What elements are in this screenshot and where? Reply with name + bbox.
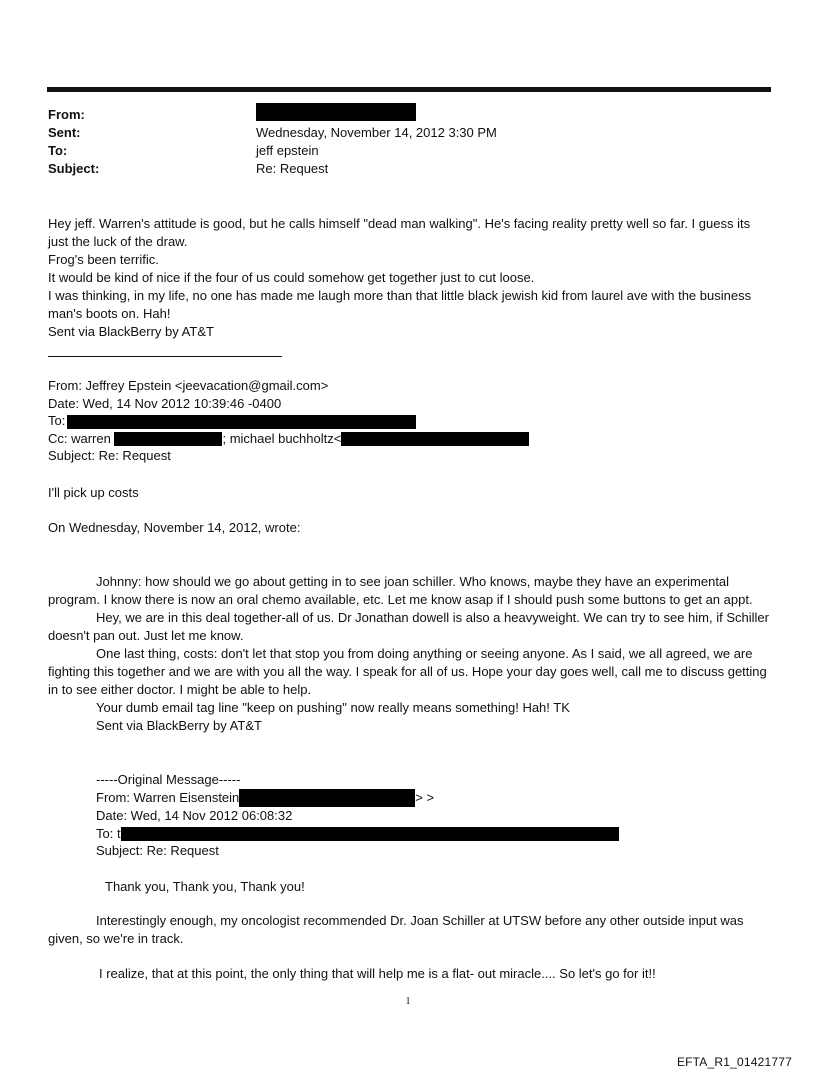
fwd-to (48, 412, 770, 430)
body-line: Hey jeff. Warren's attitude is good, but he calls himself "dead man walking". He's facing reality pretty well so far. I guess its just the luck of the draw. (48, 216, 751, 249)
reply-attribution: On Wednesday, November 14, 2012, wrote: (48, 520, 301, 535)
header-sent-row (48, 124, 768, 142)
header-from-row (48, 106, 768, 124)
fwd-date: Date: Wed, 14 Nov 2012 10:39:46 -0400 (48, 395, 282, 411)
fwd-cc-middle: ; michael buchholtz< (222, 430, 342, 446)
redaction-block (256, 103, 416, 121)
bates-number: EFTA_R1_01421777 (676, 1055, 792, 1069)
tail-paragraph: I realize, that at this point, the only thing that will help me is a flat- out miracle.... So let's go for it!! (99, 966, 656, 981)
fwd-cc-prefix: Cc: warren (48, 430, 115, 446)
body-line: It would be kind of nice if the four of us could somehow get together just to cut loose. (48, 270, 535, 285)
quoted-signature: Sent via BlackBerry by AT&T (96, 718, 262, 733)
tail-thanks: Thank you, Thank you, Thank you! (105, 879, 305, 894)
orig-marker: -----Original Message----- (96, 772, 241, 787)
orig-from-suffix: > > (415, 789, 435, 805)
separator-line (48, 356, 282, 357)
orig-subject: Subject: Re: Request (96, 843, 219, 859)
header-sent-value: Wednesday, November 14, 2012 3:30 PM (256, 125, 497, 140)
orig-from (96, 789, 770, 808)
body-line: I was thinking, in my life, no one has made me laugh more than that little black jewish kid from laurel ave with the business man's boots on. Hah! (48, 288, 752, 321)
fwd-cc (48, 430, 770, 448)
email-header (48, 106, 768, 178)
page-number: 1 (405, 996, 411, 1007)
header-subject-label: Subject: (48, 161, 100, 176)
redaction-block (239, 789, 415, 807)
quoted-paragraph: Johnny: how should we go about getting in to see joan schiller. Who knows, maybe they have an experimental program. I know there is now an oral chemo available, etc. Let me know asap if I should push some buttons to get an appt. (48, 574, 753, 607)
header-rule (47, 87, 771, 92)
header-to-row (48, 142, 768, 160)
quoted-message (48, 573, 770, 735)
header-to-value: jeff epstein (256, 143, 319, 158)
body-signature: Sent via BlackBerry by AT&T (48, 324, 214, 339)
quoted-paragraph: Hey, we are in this deal together-all of us. Dr Jonathan dowell is also a heavyweight. We can try to see him, if Schiller doesn't pan out. Just let me know. (48, 610, 769, 643)
redaction-block (114, 432, 222, 446)
orig-date: Date: Wed, 14 Nov 2012 06:08:32 (96, 808, 293, 824)
fwd-from: From: Jeffrey Epstein <jeevacation@gmail.com> (48, 378, 329, 393)
header-sent-label: Sent: (48, 125, 81, 140)
orig-to-prefix: To: t (96, 825, 121, 841)
forwarded-header (48, 377, 770, 465)
redaction-block (67, 415, 416, 429)
body-line: Frog's been terrific. (48, 252, 159, 267)
header-subject-value: Re: Request (256, 161, 329, 176)
fwd-subject: Subject: Re: Request (48, 448, 171, 463)
original-message-header (96, 771, 770, 860)
redaction-block (121, 827, 619, 841)
orig-from-prefix: From: Warren Eisenstein (96, 789, 240, 805)
header-from-label: From: (48, 107, 85, 122)
tail-paragraph: Interestingly enough, my oncologist recommended Dr. Joan Schiller at UTSW before any other outside input was given, so we're in track. (48, 913, 744, 946)
header-from-redaction (256, 102, 416, 121)
redaction-block (341, 432, 529, 446)
orig-to (96, 825, 770, 843)
header-to-label: To: (48, 143, 68, 158)
message-body (48, 215, 770, 341)
reply-block (48, 484, 770, 537)
quoted-paragraph: One last thing, costs: don't let that stop you from doing anything or seeing anyone. As I said, we all agreed, we are fighting this together and we are with you all the way. I speak for all of us. Hope your day goes well, call me to discuss getting in to see either doctor. I might be able to help. (48, 646, 767, 697)
header-subject-row (48, 160, 768, 178)
fwd-to-label: To: (48, 413, 66, 428)
original-message-body (48, 878, 770, 983)
quoted-paragraph: Your dumb email tag line "keep on pushing" now really means something! Hah! TK (96, 700, 570, 715)
reply-line: I'll pick up costs (48, 485, 139, 500)
